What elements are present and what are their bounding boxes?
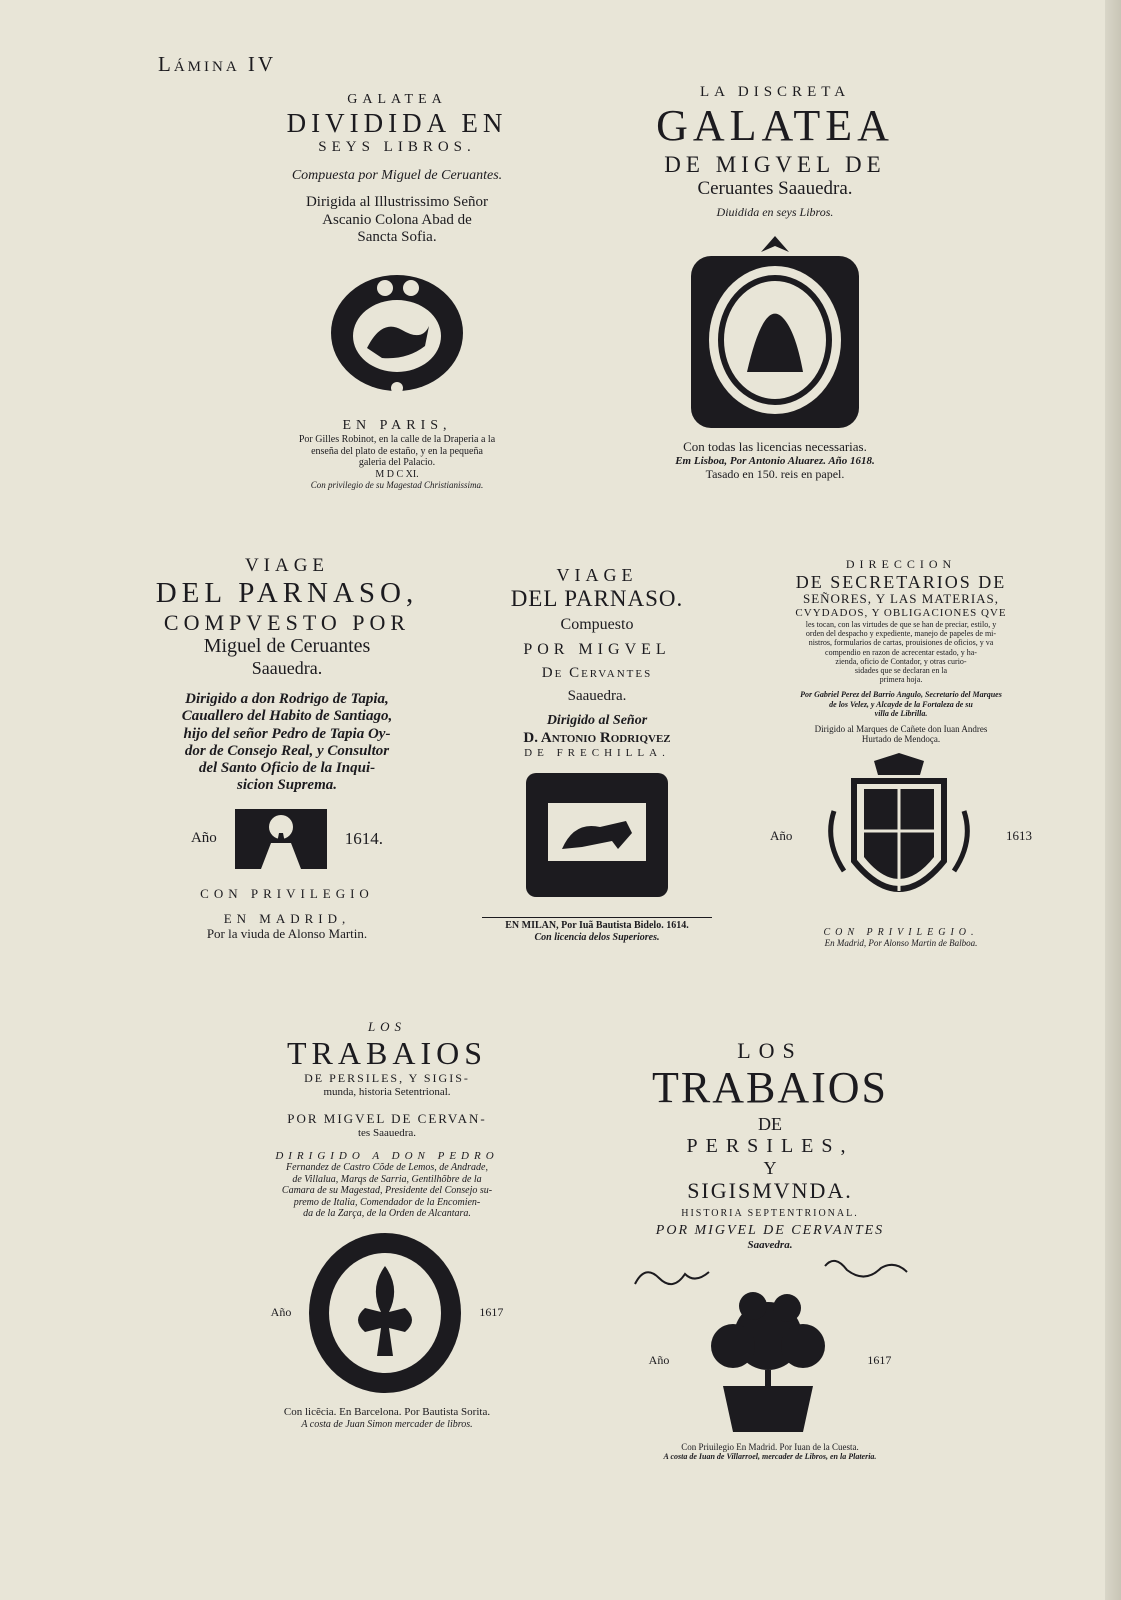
imprint-line: Con licẽcia. En Barcelona. Por Bautista Sorita. bbox=[283, 1405, 491, 1418]
fleur-de-lis-ornament-icon bbox=[305, 1228, 465, 1398]
printers-device-ornament-icon bbox=[685, 232, 865, 432]
author-line: Compuesta por Miguel de Ceruantes. bbox=[291, 168, 503, 184]
dedication-line: sicion Suprema. bbox=[236, 777, 338, 794]
dedication-line: de Villalua, Marqs de Sarria, Gentilhõbre de la bbox=[292, 1173, 482, 1185]
author-line: De Cervantes bbox=[541, 664, 653, 681]
dedication-line: DIRIGIDO A DON PEDRO bbox=[275, 1149, 499, 1162]
dedication-line: Sancta Sofia. bbox=[357, 228, 437, 245]
price-line: Tasado en 150. reis en papel. bbox=[705, 466, 845, 481]
title-page-viage-milan bbox=[482, 565, 712, 943]
title-line: PERSILES, bbox=[686, 1134, 854, 1157]
imprint-line: EN MILAN, Por Iuã Bautista Bidelo. 1614. bbox=[482, 917, 712, 932]
title-line: GALATEA bbox=[347, 92, 447, 107]
page-gutter-shadow bbox=[1105, 0, 1121, 1600]
year: 1614. bbox=[344, 828, 384, 848]
description-line: compendio en razon de acrecentar estado, y ha- bbox=[825, 647, 977, 657]
year: 1617 bbox=[867, 1352, 892, 1367]
title-line: LOS bbox=[367, 1019, 407, 1034]
title-line: VIAGE bbox=[244, 555, 330, 576]
dedication-line: Ascanio Colona Abad de bbox=[322, 211, 472, 228]
title-page-galatea-lisboa bbox=[630, 84, 920, 481]
title-line: SEÑORES, Y LAS MATERIAS, bbox=[802, 591, 1000, 607]
imprint-line: Em Lisboa, Por Antonio Aluarez. Año 1618. bbox=[675, 454, 875, 467]
title-page-viage-madrid bbox=[152, 555, 422, 941]
printers-device-ornament-icon bbox=[327, 268, 467, 398]
imprint-line: A costa de Juan Simon mercader de libros. bbox=[301, 1418, 473, 1430]
description-line: primera hoja. bbox=[879, 675, 923, 685]
title-line: CVYDADOS, Y OBLIGACIONES QVE bbox=[795, 607, 1007, 620]
year-label: Año bbox=[648, 1352, 670, 1367]
year-label: Año bbox=[770, 828, 793, 844]
title-line: DE SECRETARIOS DE bbox=[795, 571, 1007, 592]
imprint-line: Por Gilles Robinot, en la calle de la Draperia a la bbox=[298, 434, 496, 446]
author-line: POR MIGVEL DE CERVANTES bbox=[655, 1223, 885, 1239]
author-line: de los Velez, y Alcayde de la Fortaleza de su bbox=[829, 699, 973, 709]
imprint-line: enseña del plato de estaño, y en la pequeña bbox=[311, 445, 483, 457]
imprint-line: Con Priuilegio En Madrid. Por Iuan de la Cuesta. bbox=[681, 1441, 859, 1452]
author-line: POR MIGVEL DE CERVAN- bbox=[287, 1111, 487, 1127]
title-line: SIGISMVNDA. bbox=[687, 1178, 853, 1204]
imprint-date: M D C XI. bbox=[375, 468, 419, 480]
year-label: Año bbox=[190, 830, 217, 847]
author-line: Compuesto bbox=[560, 616, 634, 634]
dedication-line: del Santo Oficio de la Inqui- bbox=[198, 760, 376, 777]
author-line: Por Gabriel Perez del Barrio Angulo, Secretario del Marques bbox=[800, 690, 1002, 700]
author-line: Ceruantes Saauedra. bbox=[697, 178, 853, 200]
title-line: DE PERSILES, Y SIGIS- bbox=[304, 1070, 470, 1085]
dedication-line: Camara de su Magestad, Presidente del Consejo su- bbox=[281, 1185, 493, 1197]
flower-basket-ornament-icon bbox=[683, 1286, 853, 1436]
author-line: tes Saauedra. bbox=[357, 1127, 417, 1140]
privilege-line: Con privilegio de su Magestad Christianissima. bbox=[310, 480, 484, 491]
title-line: DIRECCION bbox=[845, 557, 957, 571]
license-line: Con todas las licencias necessarias. bbox=[683, 438, 867, 454]
imprint-line: Por la viuda de Alonso Martin. bbox=[206, 925, 368, 941]
description-line: nistros, formularios de cartas, prouisiones de oficios, y va bbox=[808, 638, 994, 648]
dedication-line: hijo del señor Pedro de Tapia Oy- bbox=[183, 725, 391, 742]
title-page-direccion-de-secretarios bbox=[770, 558, 1032, 948]
title-line: TRABAIOS bbox=[286, 1034, 487, 1071]
coat-of-arms-icon bbox=[824, 751, 974, 923]
dedication-line: DE FRECHILLA. bbox=[524, 746, 670, 759]
title-line: GALATEA bbox=[656, 101, 894, 151]
fountain-ornament-icon bbox=[231, 803, 331, 875]
imprint-line: En Madrid, Por Alonso Martin de Balboa. bbox=[824, 938, 978, 949]
dedication-line: Dirigido al Señor bbox=[546, 713, 648, 729]
animal-emblem-ornament-icon bbox=[522, 769, 672, 901]
privilege-line: CON PRIVILEGIO. bbox=[823, 926, 979, 938]
dedication-line: Dirigido al Marques de Cañete don Iuan Andres bbox=[814, 723, 988, 734]
title-page-galatea-paris bbox=[262, 92, 532, 491]
plate-label: Lámina IV bbox=[158, 52, 277, 76]
author-line: villa de Librilla. bbox=[874, 708, 928, 718]
title-line: LA DISCRETA bbox=[699, 84, 851, 100]
dedication-line: da de la Zarça, de la Orden de Alcantara. bbox=[303, 1208, 471, 1220]
year-label: Año bbox=[270, 1304, 292, 1319]
title-page-trabaios-barcelona bbox=[262, 1020, 512, 1430]
imprint-line: galeria del Palacio. bbox=[358, 457, 436, 469]
description-line: sidades que se declaran en la bbox=[854, 666, 948, 675]
imprint-city: EN MADRID, bbox=[223, 910, 351, 926]
description-line: les tocan, con las virtudes de que se han de preciar, estilo, y bbox=[805, 620, 997, 630]
author-line: Saauedra. bbox=[567, 688, 627, 705]
imprint-city: EN PARIS, bbox=[342, 418, 452, 434]
dedication-line: Dirigida al Illustrissimo Señor bbox=[305, 194, 489, 211]
title-line: DE MIGVEL DE bbox=[664, 151, 886, 177]
title-line: LOS bbox=[737, 1038, 803, 1063]
author-line: POR MIGVEL bbox=[523, 640, 671, 658]
title-line: DEL PARNASO, bbox=[155, 576, 419, 609]
title-line: SEYS LIBROS. bbox=[318, 139, 476, 156]
description-line: orden del despacho y expediente, manejo de papeles de mi- bbox=[805, 629, 997, 639]
title-line: TRABAIOS bbox=[651, 1063, 889, 1113]
imprint-line: A costa de Iuan de Villarroel, mercader de Libros, en la Plateria. bbox=[663, 1452, 877, 1462]
title-line: COMPVESTO POR bbox=[163, 610, 411, 636]
license-line: Con licencia delos Superiores. bbox=[534, 931, 660, 943]
title-line: VIAGE bbox=[556, 565, 638, 585]
title-line: DE bbox=[758, 1113, 782, 1134]
title-line: Y bbox=[763, 1157, 777, 1178]
dedication-line: Hurtado de Mendoça. bbox=[861, 734, 941, 745]
privilege-line: CON PRIVILEGIO bbox=[200, 885, 374, 901]
dedication-line: premo de Italia, Comendador de la Encomien- bbox=[293, 1196, 481, 1208]
subtitle-line: HISTORIA SEPTENTRIONAL. bbox=[681, 1207, 859, 1219]
author-line: Saauedra. bbox=[251, 658, 323, 679]
author-line: Saavedra. bbox=[747, 1239, 793, 1252]
title-line: DIVIDIDA EN bbox=[286, 108, 508, 139]
year: 1617 bbox=[479, 1304, 504, 1319]
title-line: munda, historia Setentrional. bbox=[323, 1085, 451, 1098]
description-line: zienda, oficio de Contador, y otras curio- bbox=[835, 656, 967, 666]
dedication-line: Cauallero del Habito de Santiago, bbox=[181, 708, 393, 725]
dedication-line: dor de Consejo Real, y Consultor bbox=[184, 742, 390, 759]
year: 1613 bbox=[1005, 828, 1032, 844]
dedication-line: Fernandez de Castro Cõde de Lemos, de Andrade, bbox=[286, 1162, 488, 1174]
title-line: DEL PARNASO. bbox=[510, 585, 684, 611]
author-line: Miguel de Ceruantes bbox=[203, 635, 371, 658]
dedication-line: Dirigido a don Rodrigo de Tapia, bbox=[185, 691, 389, 708]
dedication-line: D. Antonio Rodriqvez bbox=[523, 729, 671, 746]
title-page-trabaios-madrid bbox=[625, 1038, 915, 1461]
division-line: Diuidida en seys Libros. bbox=[716, 205, 834, 220]
